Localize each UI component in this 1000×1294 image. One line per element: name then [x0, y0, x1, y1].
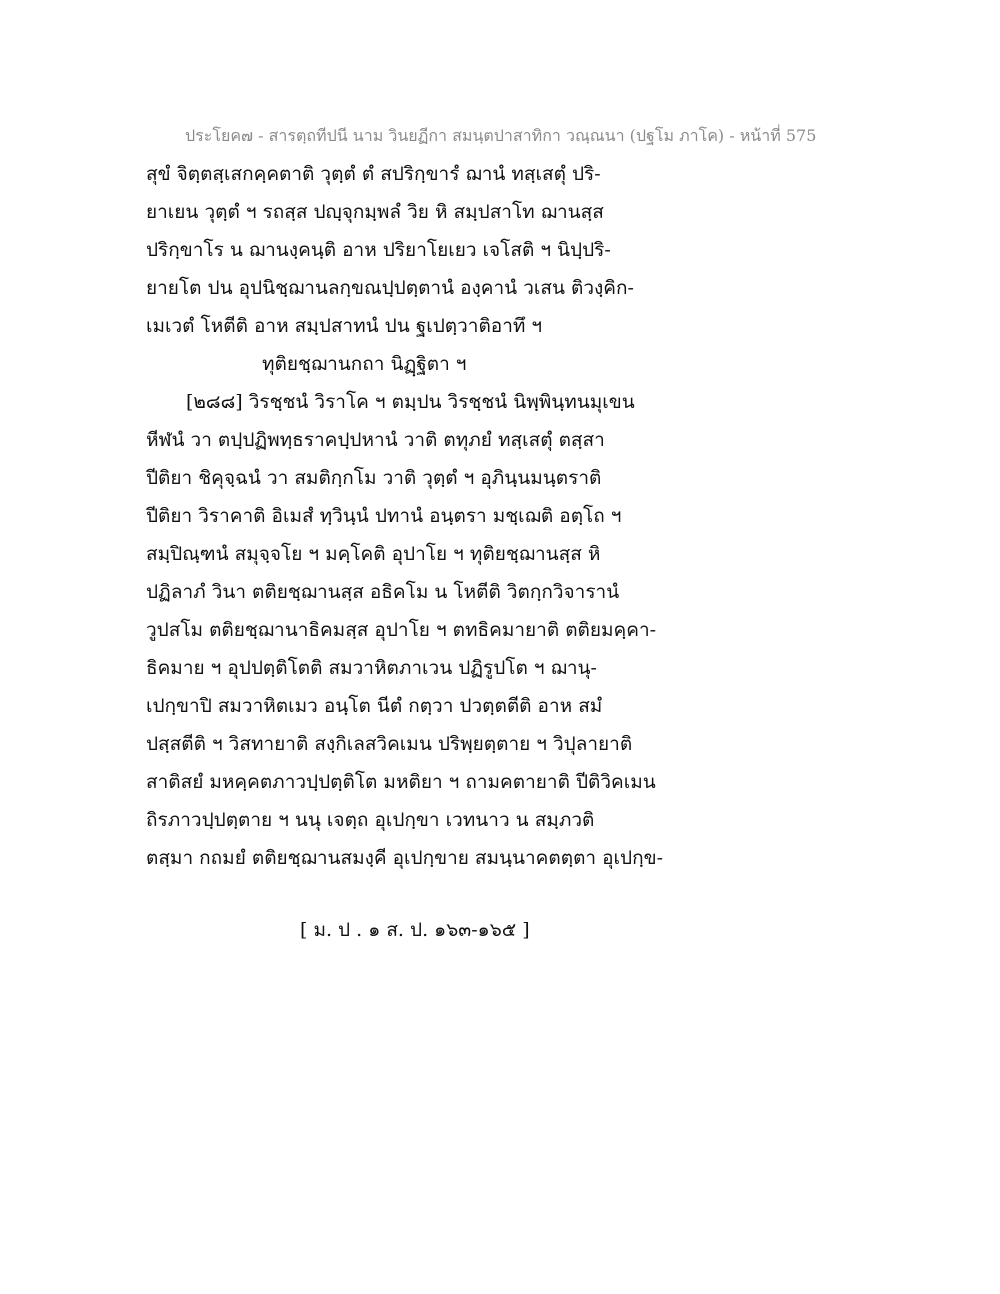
text-line: ปีติยา วิราคาติ อิเมสํ ทฺวินฺนํ ปทานํ อนฺตรา มชฺเฌติ อตฺโถ ฯ [146, 505, 622, 527]
text-line: หีฬนํ วา ตปฺปฏิพทฺธราคปฺปหานํ วาติ ตทุภยํ ทสฺเสตุํ ตสฺสา [146, 429, 605, 451]
text-line: ตสฺมา กถมยํ ตติยชฺฌานสมงฺคี อุเปกฺขาย สมนฺนาคตตฺตา อุเปกฺข- [146, 847, 663, 869]
text-line: สาติสยํ มหคฺคตภาวปฺปตฺติโต มหติยา ฯ ถามคตายาติ ปีติวิคเมน [146, 771, 656, 793]
body-text [146, 155, 886, 877]
text-line: สุขํ จิตฺตสฺเสกคฺคตาติ วุตฺตํ ตํ สปริกฺขารํ ฌานํ ทสฺเสตุํ ปริ- [146, 163, 601, 185]
text-line: ปีติยา ชิคุจฺฉนํ วา สมติกฺกโม วาติ วุตฺตํ ฯ อุภินฺนมนฺตราติ [146, 467, 602, 489]
text-line: เมเวตํ โหตีติ อาห สมฺปสาทนํ ปน ฐเปตฺวาติอาทึ ฯ [146, 315, 543, 337]
text-line: ยายโต ปน อุปนิชฺฌานลกฺขณปฺปตฺตานํ องฺคานํ วเสน ติวงฺคิก- [146, 277, 634, 299]
text-line: ธิคมาย ฯ อุปปตฺติโตติ สมวาหิตภาเวน ปฏิรูปโต ฯ ฌานุ- [146, 657, 597, 679]
text-line: วูปสโม ตติยชฺฌานาธิคมสฺส อุปาโย ฯ ตทธิคมายาติ ตติยมคฺคา- [146, 619, 657, 641]
text-line: ปฏิลาภํ วินา ตติยชฺฌานสฺส อธิคโม น โหตีติ วิตกฺกวิจารานํ [146, 581, 620, 603]
text-line: ถิรภาวปฺปตฺตาย ฯ นนุ เจตฺถ อุเปกฺขา เวทนาว น สมฺภวติ [146, 809, 595, 831]
text-line: ยาเยน วุตฺตํ ฯ รถสฺส ปญฺจุกมฺพลํ วิย หิ สมฺปสาโท ฌานสฺส [146, 201, 604, 223]
page-reference: [ ม. ป . ๑ ส. ป. ๑๖๓-๑๖๕ ] [300, 919, 530, 941]
text-line: สมฺปิณฺฑนํ สมุจฺจโย ฯ มคฺโคติ อุปาโย ฯ ทุติยชฺฌานสฺส หิ [146, 543, 601, 565]
text-line: ปริกฺขาโร น ฌานงฺคนฺติ อาห ปริยาโยเยว เจโสติ ฯ นิปฺปริ- [146, 239, 611, 261]
section-end-heading: ทุติยชฺฌานกถา นิฏฺฐิตา ฯ [262, 353, 467, 375]
text-line: เปกฺขาปิ สมวาหิตเมว อนฺโต นีตํ กตฺวา ปวตฺตตีติ อาห สมํ [146, 695, 603, 717]
text-line: ปสฺสตีติ ฯ วิสทายาติ สงฺกิเลสวิคเมน ปริพฺยตฺตาย ฯ วิปุลายาติ [146, 733, 633, 755]
page-header: ประโยค๗ - สารตฺถทีปนี นาม วินยฏีกา สมนฺตปาสาทิกา วณฺณนา (ปฐโม ภาโค) - หน้าที่ 575 [185, 126, 817, 145]
paragraph-start-line: [๒๘๘] วิรชฺชนํ วิราโค ฯ ตมฺปน วิรชฺชนํ นิพฺพินฺทนมุเขน [186, 391, 635, 413]
